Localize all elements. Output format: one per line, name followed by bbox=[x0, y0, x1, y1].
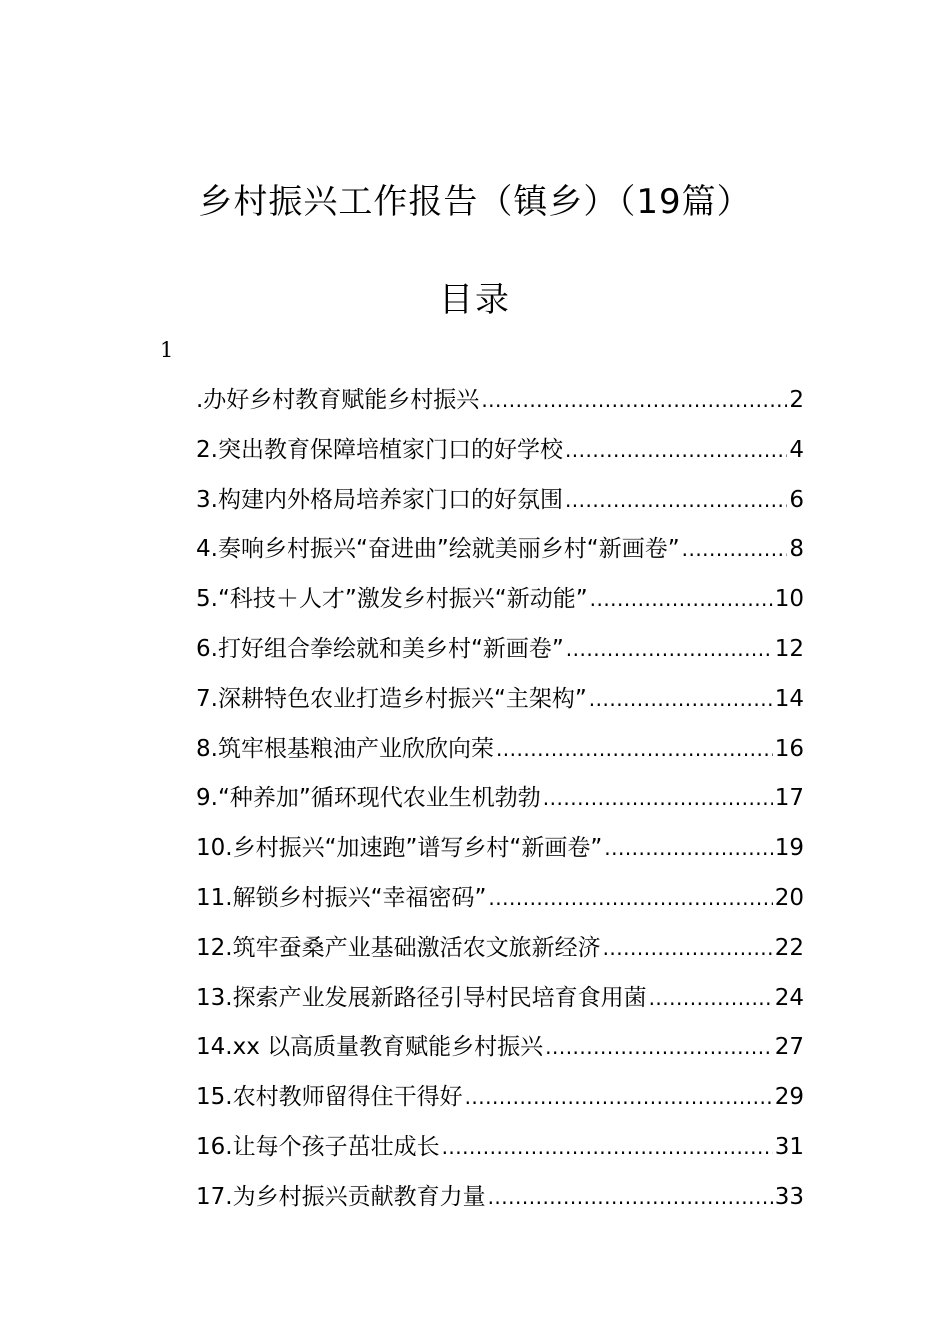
toc-entry-title: 11.解锁乡村振兴“幸福密码” bbox=[196, 884, 487, 911]
table-of-contents bbox=[196, 380, 804, 1227]
toc-entry-title: .办好乡村教育赋能乡村振兴 bbox=[196, 387, 480, 413]
toc-leader-dots bbox=[565, 480, 787, 520]
toc-entry-page: 27 bbox=[774, 1034, 804, 1061]
toc-leader-dots bbox=[488, 878, 772, 918]
toc-leader-dots bbox=[590, 579, 773, 619]
toc-entry-page: 22 bbox=[774, 934, 804, 961]
toc-entry-page: 31 bbox=[774, 1133, 804, 1160]
toc-leader-dots bbox=[465, 1077, 773, 1117]
toc-entry-page: 16 bbox=[774, 735, 804, 762]
toc-entry-page: 14 bbox=[774, 685, 804, 712]
toc-leader-dots bbox=[496, 729, 773, 769]
toc-entry-title: 15.农村教师留得住干得好 bbox=[196, 1084, 463, 1111]
toc-leader-dots bbox=[545, 1027, 773, 1067]
toc-entry-title: 13.探索产业发展新路径引导村民培育食用菌 bbox=[196, 984, 647, 1011]
document-title: 乡村振兴工作报告（镇乡）（19篇） bbox=[198, 182, 752, 222]
toc-entry-title: 8.筑牢根基粮油产业欣欣向荣 bbox=[196, 735, 494, 762]
toc-entry[interactable] bbox=[196, 928, 804, 978]
toc-entry-page: 10 bbox=[774, 586, 804, 613]
toc-entry-title: 16.让每个孩子茁壮成长 bbox=[196, 1133, 440, 1160]
toc-entry-title: 2.突出教育保障培植家门口的好学校 bbox=[196, 436, 563, 463]
toc-entry-page: 19 bbox=[774, 835, 804, 862]
toc-entry-title: 10.乡村振兴“加速跑”谱写乡村“新画卷” bbox=[196, 835, 603, 862]
toc-leader-dots bbox=[565, 430, 787, 470]
toc-leader-dots bbox=[604, 828, 772, 868]
toc-entry[interactable] bbox=[196, 579, 804, 629]
toc-entry[interactable] bbox=[196, 878, 804, 928]
toc-entry-title: 14.xx 以高质量教育赋能乡村振兴 bbox=[196, 1034, 544, 1061]
toc-entry-page: 20 bbox=[774, 884, 804, 911]
toc-entry-page: 33 bbox=[774, 1183, 804, 1210]
toc-entry[interactable] bbox=[196, 629, 804, 679]
toc-entry-page: 29 bbox=[774, 1084, 804, 1111]
toc-entry-title: 5.“科技＋人才”激发乡村振兴“新动能” bbox=[196, 586, 588, 613]
toc-leader-dots bbox=[649, 978, 773, 1018]
toc-entry-title: 17.为乡村振兴贡献教育力量 bbox=[196, 1183, 486, 1210]
toc-entry[interactable] bbox=[196, 430, 804, 480]
toc-entry-title: 7.深耕特色农业打造乡村振兴“主架构” bbox=[196, 685, 587, 712]
toc-entry-title: 4.奏响乡村振兴“奋进曲”绘就美丽乡村“新画卷” bbox=[196, 536, 680, 563]
toc-entry-page: 24 bbox=[774, 984, 804, 1011]
toc-entry-page: 8 bbox=[789, 536, 804, 563]
toc-entry[interactable] bbox=[196, 679, 804, 729]
toc-entry[interactable] bbox=[196, 778, 804, 828]
toc-entry-title: 12.筑牢蚕桑产业基础激活农文旅新经济 bbox=[196, 934, 601, 961]
toc-entry[interactable] bbox=[196, 828, 804, 878]
toc-heading: 目录 bbox=[439, 280, 511, 320]
toc-entry[interactable] bbox=[196, 480, 804, 530]
toc-entry-title: 9.“种养加”循环现代农业生机勃勃 bbox=[196, 785, 541, 812]
toc-entry-page: 17 bbox=[774, 785, 804, 812]
toc-leader-dots bbox=[603, 928, 773, 968]
toc-leader-dots bbox=[481, 380, 787, 420]
toc-entry-page: 12 bbox=[774, 635, 804, 662]
toc-entry[interactable] bbox=[196, 729, 804, 779]
toc-leader-dots bbox=[589, 679, 773, 719]
toc-entry[interactable] bbox=[196, 1077, 804, 1127]
toc-entry[interactable] bbox=[196, 978, 804, 1028]
toc-entry-page: 6 bbox=[789, 486, 804, 513]
toc-entry[interactable] bbox=[196, 380, 804, 430]
toc-leader-dots bbox=[442, 1127, 773, 1167]
toc-leader-dots bbox=[488, 1177, 773, 1217]
toc-entry-page: 2 bbox=[789, 387, 804, 413]
toc-leader-dots bbox=[682, 529, 788, 569]
toc-leader-dots bbox=[566, 629, 773, 669]
toc-entry[interactable] bbox=[196, 1127, 804, 1177]
toc-entry[interactable] bbox=[196, 1027, 804, 1077]
toc-entry-page: 4 bbox=[789, 436, 804, 463]
toc-entry[interactable] bbox=[196, 529, 804, 579]
toc-entry[interactable] bbox=[196, 1177, 804, 1227]
toc-leader-dots bbox=[543, 778, 773, 818]
toc-entry-title: 3.构建内外格局培养家门口的好氛围 bbox=[196, 486, 563, 513]
toc-entry-title: 6.打好组合拳绘就和美乡村“新画卷” bbox=[196, 635, 564, 662]
page-marker: 1 bbox=[160, 338, 174, 362]
